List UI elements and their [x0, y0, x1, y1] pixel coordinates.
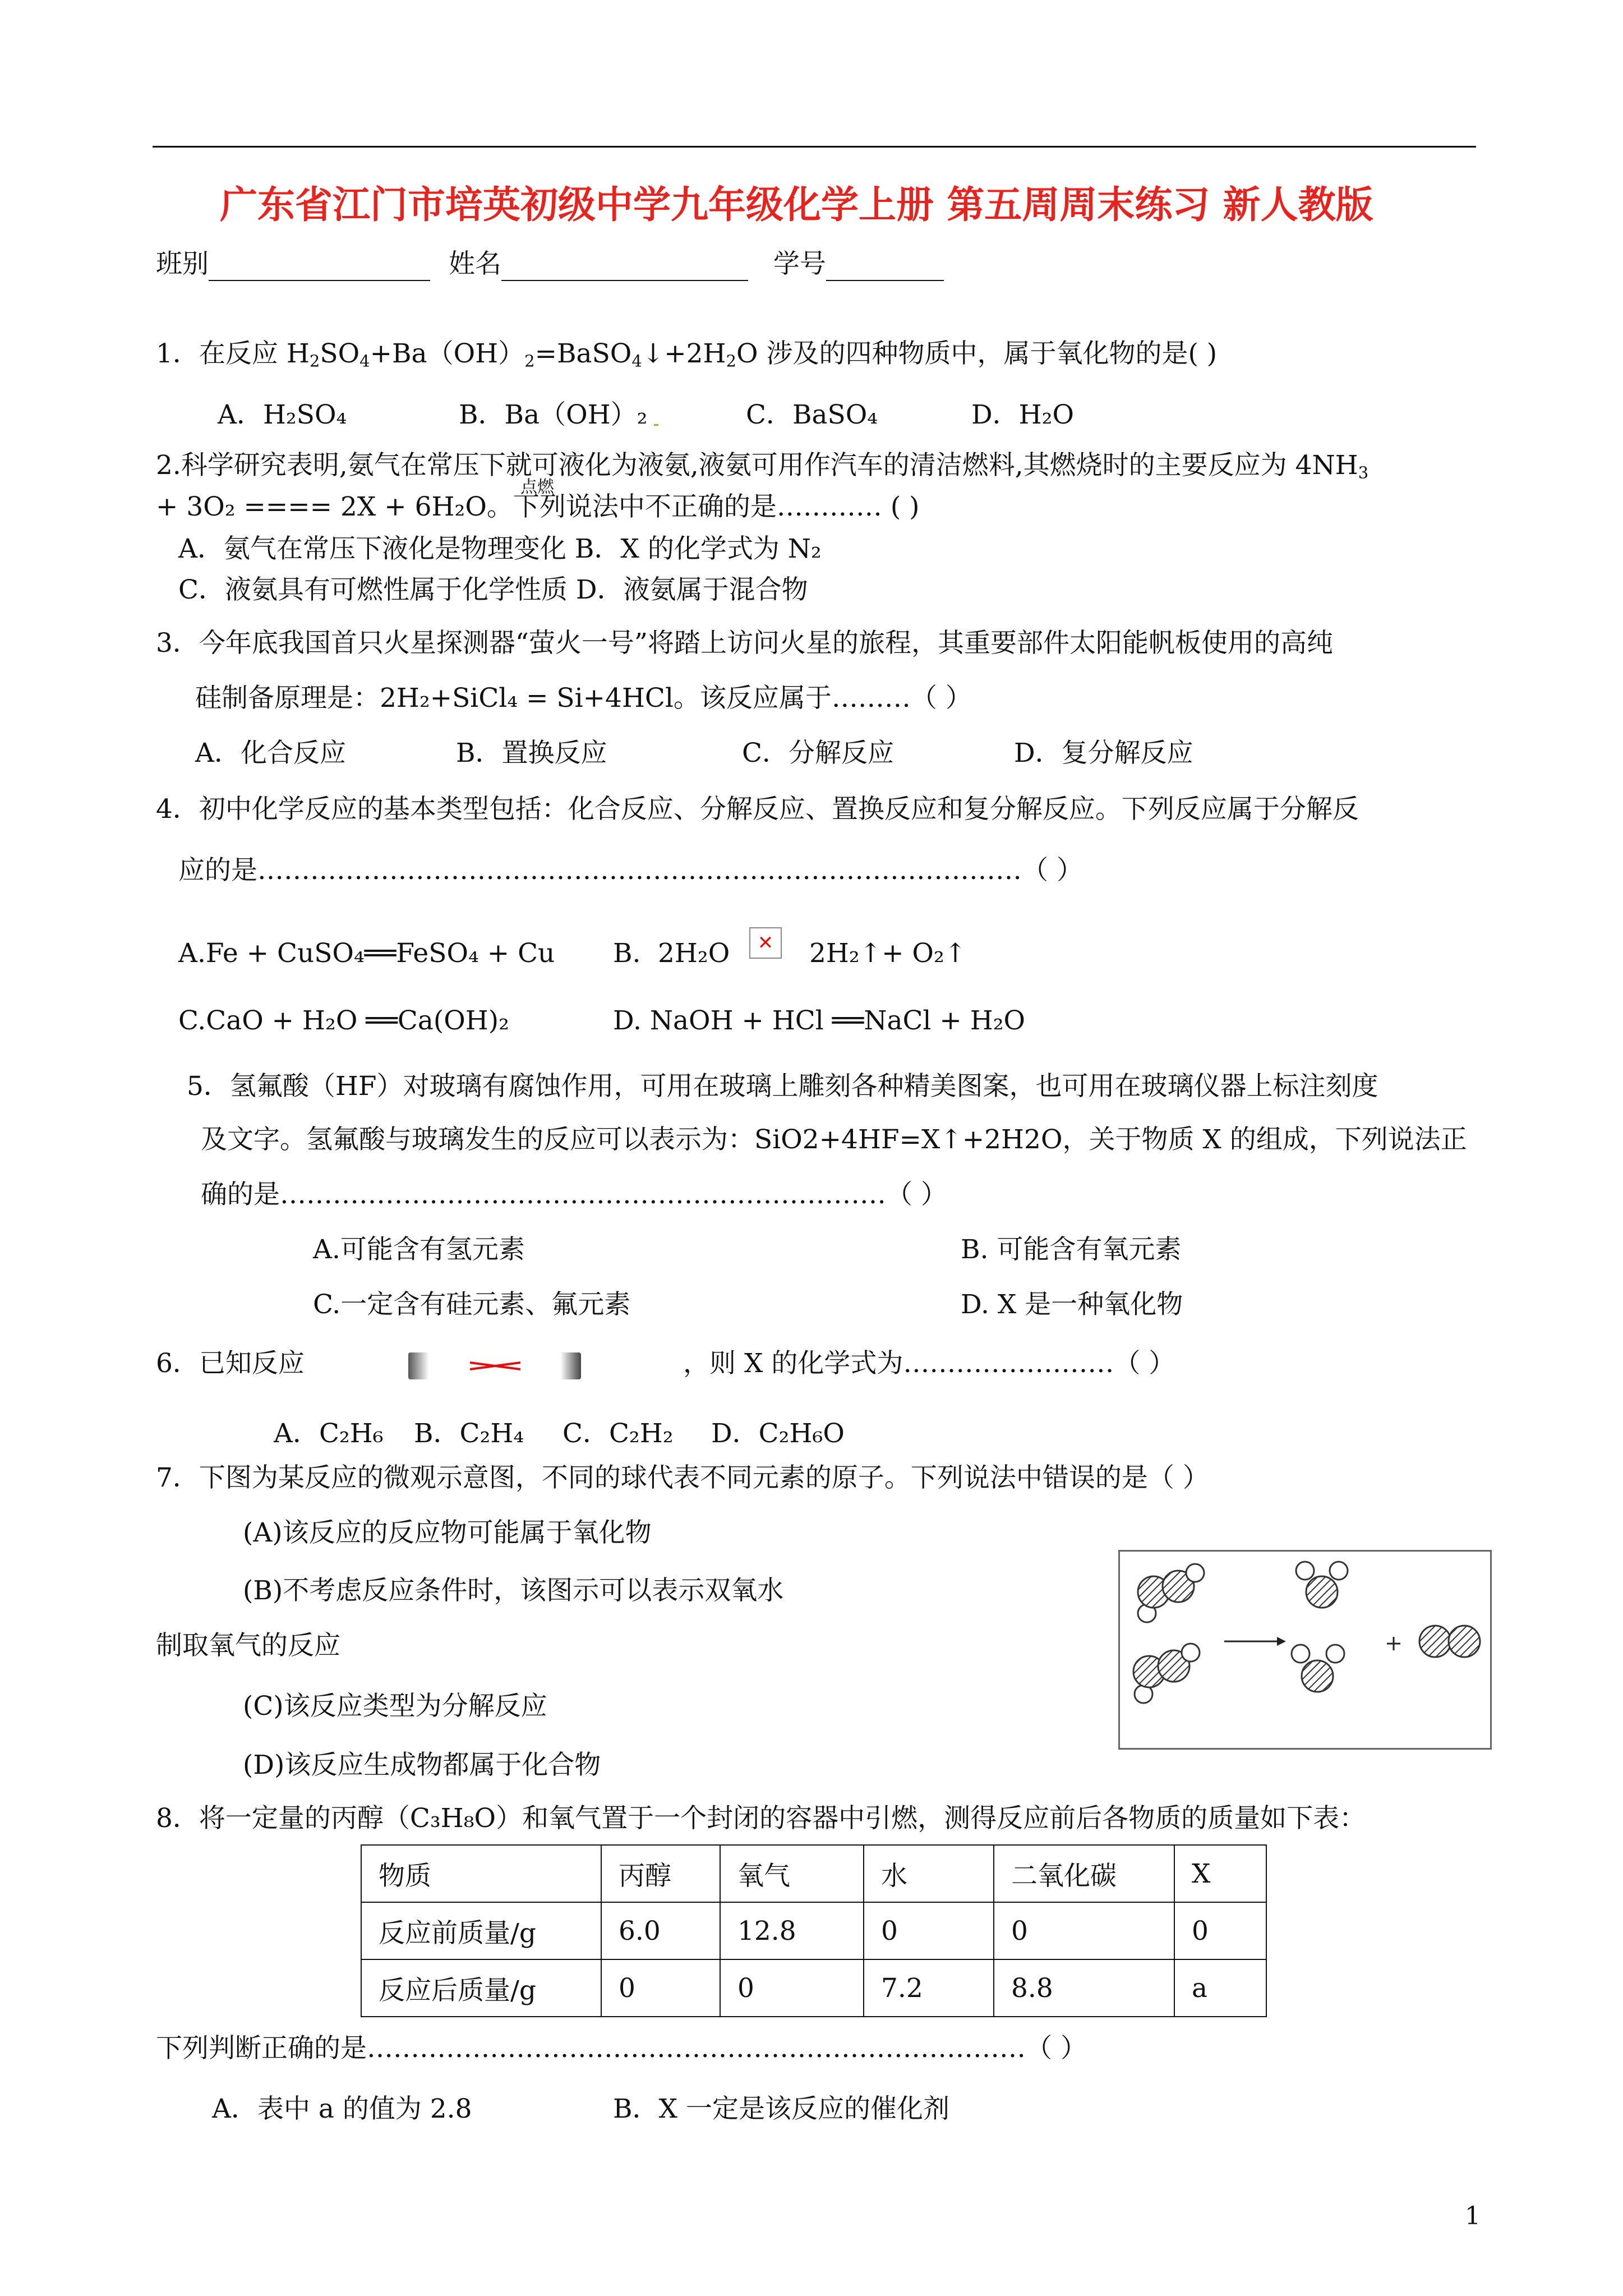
q5-line1: 5．氢氟酸（HF）对玻璃有腐蚀作用，可用在玻璃上雕刻各种精美图案，也可用在玻璃仪器上标注刻度	[187, 1071, 1378, 1102]
q2-line1: 2.科学研究表明,氨气在常压下就可液化为液氨,液氨可用作汽车的清洁燃料,其燃烧时的主要反应为 $4NH_3$	[156, 450, 1369, 482]
q5-line2: 及文字。氢氟酸与玻璃发生的反应可以表示为：SiO2+4HF=X↑+2H2O，关于物质 X 的组成，下列说法正	[201, 1124, 1467, 1155]
q5-line3: 确的是……………………………………………………………（ ）	[201, 1179, 947, 1210]
reactant-molecule	[1133, 1644, 1200, 1703]
page-title: 广东省江门市培英初级中学九年级化学上册 第五周周末练习 新人教版	[220, 183, 1373, 227]
table-cell: 0	[994, 1902, 1174, 1959]
table-cell: 反应后质量/g	[361, 1959, 601, 2017]
q1-option-c: C．BaSO₄	[746, 399, 878, 430]
table-row	[361, 1902, 1266, 1959]
q6-suffix: ，则 X 的化学式为……………………（ ）	[683, 1348, 1175, 1379]
table-cell: 12.8	[720, 1902, 864, 1959]
q7-option-a: (A)该反应的反应物可能属于氧化物	[243, 1517, 652, 1548]
q6-option-d: D．C₂H₆O	[711, 1418, 845, 1449]
q4-line1: 4．初中化学反应的基本类型包括：化合反应、分解反应、置换反应和复分解反应。下列反应属于分解反	[156, 794, 1359, 825]
table-cell: 6.0	[601, 1902, 720, 1959]
q7-option-b-line2: 制取氧气的反应	[156, 1630, 340, 1661]
q7-option-b-line1: (B)不考虑反应条件时，该图示可以表示双氧水	[243, 1575, 784, 1606]
table-cell: 反应前质量/g	[361, 1902, 601, 1959]
q8-option-a: A．表中 a 的值为 2.8	[212, 2093, 472, 2124]
name-blank[interactable]	[501, 253, 748, 281]
q6-option-b: B．C₂H₄	[414, 1418, 524, 1449]
q2-options-ab: A．氨气在常压下液化是物理变化 B．X 的化学式为 N₂	[178, 533, 822, 564]
q4-option-a: A.Fe + CuSO₄══FeSO₄ + Cu	[178, 938, 555, 969]
q4-option-b-label: B.	[613, 938, 641, 969]
class-label: 班别	[156, 249, 209, 279]
table-cell: 氧气	[720, 1845, 864, 1902]
number-blank[interactable]	[826, 253, 944, 281]
q1-option-b: B．Ba（OH）₂	[459, 399, 648, 430]
q8-line1: 8．将一定量的丙醇（C₃H₈O）和氧气置于一个封闭的容器中引燃，测得反应前后各物质的质量如下表：	[156, 1803, 1366, 1834]
number-label: 学号	[773, 249, 826, 279]
table-cell: X	[1174, 1845, 1266, 1902]
reactant-molecule	[1138, 1564, 1204, 1622]
q3-line1: 3．今年底我国首只火星探测器“萤火一号”将踏上访问火星的旅程，其重要部件太阳能帆板使用的高纯	[156, 628, 1333, 659]
table-cell: 0	[864, 1902, 994, 1959]
q5-option-b: B. 可能含有氧元素	[961, 1234, 1182, 1265]
q2-condition: 点燃	[520, 477, 554, 497]
header-fields	[156, 247, 944, 281]
table-row	[361, 1959, 1266, 2017]
table-cell: 水	[864, 1845, 994, 1902]
q6-prefix: 6．已知反应	[156, 1348, 305, 1379]
q1-option-a: A．H₂SO₄	[218, 399, 347, 430]
table-cell: 7.2	[864, 1959, 994, 2017]
q4-option-b-right: 2H₂↑+ O₂↑	[809, 938, 967, 969]
q6-option-c: C．C₂H₂	[562, 1418, 674, 1449]
q5-option-d: D. X 是一种氧化物	[961, 1289, 1183, 1320]
q4-line2: 应的是……………………………………………………………………………（ ）	[178, 855, 1083, 886]
class-blank[interactable]	[209, 253, 430, 281]
q7-option-d: (D)该反应生成物都属于化合物	[243, 1750, 601, 1780]
mass-table	[361, 1844, 1267, 2017]
table-cell: 0	[720, 1959, 864, 2017]
q5-option-a: A.可能含有氢元素	[313, 1234, 525, 1265]
page-number: 1	[1465, 2202, 1481, 2230]
equation-image-placeholder	[408, 1352, 581, 1379]
product-molecule	[1292, 1645, 1344, 1692]
reaction-diagram	[1118, 1550, 1492, 1750]
broken-image-icon	[408, 1352, 581, 1379]
q2-line2: + 3O₂ ==== 2X + 6H₂O。下列说法中不正确的是………… ( )	[156, 491, 920, 522]
q4-option-d: D. NaOH + HCl ══NaCl + H₂O	[613, 1005, 1026, 1036]
q2-options-cd: C．液氨具有可燃性属于化学性质 D．液氨属于混合物	[178, 574, 808, 605]
q7-line1: 7．下图为某反应的微观示意图，不同的球代表不同元素的原子。下列说法中错误的是（ ）	[156, 1462, 1209, 1493]
name-label: 姓名	[448, 249, 501, 279]
q6-option-a: A．C₂H₆	[274, 1418, 384, 1449]
q8-option-b: B．X 一定是该反应的催化剂	[613, 2093, 949, 2124]
product-molecule	[1419, 1626, 1480, 1657]
q1-stem: 1．在反应 $H_2SO_4+Ba(OH)_2=BaSO_4↓+2H_2O$ 涉及的四种物质中，属于氧化物的是( )	[156, 338, 1218, 371]
q3-option-d: D．复分解反应	[1014, 738, 1193, 769]
q5-option-c: C.一定含有硅元素、氟元素	[313, 1289, 631, 1320]
table-cell: 0	[1174, 1902, 1266, 1959]
table-cell: 0	[601, 1959, 720, 2017]
table-row	[361, 1845, 1266, 1902]
q8-judge: 下列判断正确的是…………………………………………………………………（ ）	[156, 2033, 1087, 2064]
reaction-arrow-icon	[1224, 1637, 1286, 1646]
stray-mark	[654, 424, 658, 426]
product-molecule	[1296, 1562, 1348, 1608]
q4-option-c: C.CaO + H₂O ══Ca(OH)₂	[178, 1005, 509, 1036]
q7-option-c: (C)该反应类型为分解反应	[243, 1691, 547, 1722]
table-cell: 8.8	[994, 1959, 1174, 2017]
molecule-diagram	[1120, 1552, 1490, 1748]
top-rule	[153, 146, 1476, 148]
plus-icon	[1387, 1637, 1400, 1650]
q1-option-d: D．H₂O	[971, 399, 1075, 430]
q3-option-a: A．化合反应	[195, 738, 346, 769]
q3-option-b: B．置换反应	[456, 738, 607, 769]
q4-option-b-left: 2H₂O	[658, 938, 730, 969]
broken-image-icon: ✕	[749, 927, 782, 959]
table-cell: 物质	[361, 1845, 601, 1902]
q3-option-c: C．分解反应	[742, 738, 894, 769]
table-cell: a	[1174, 1959, 1266, 2017]
q3-line2: 硅制备原理是：2H₂+SiCl₄ = Si+4HCl。该反应属于………（ ）	[195, 683, 972, 714]
table-cell: 二氧化碳	[994, 1845, 1174, 1902]
table-cell: 丙醇	[601, 1845, 720, 1902]
